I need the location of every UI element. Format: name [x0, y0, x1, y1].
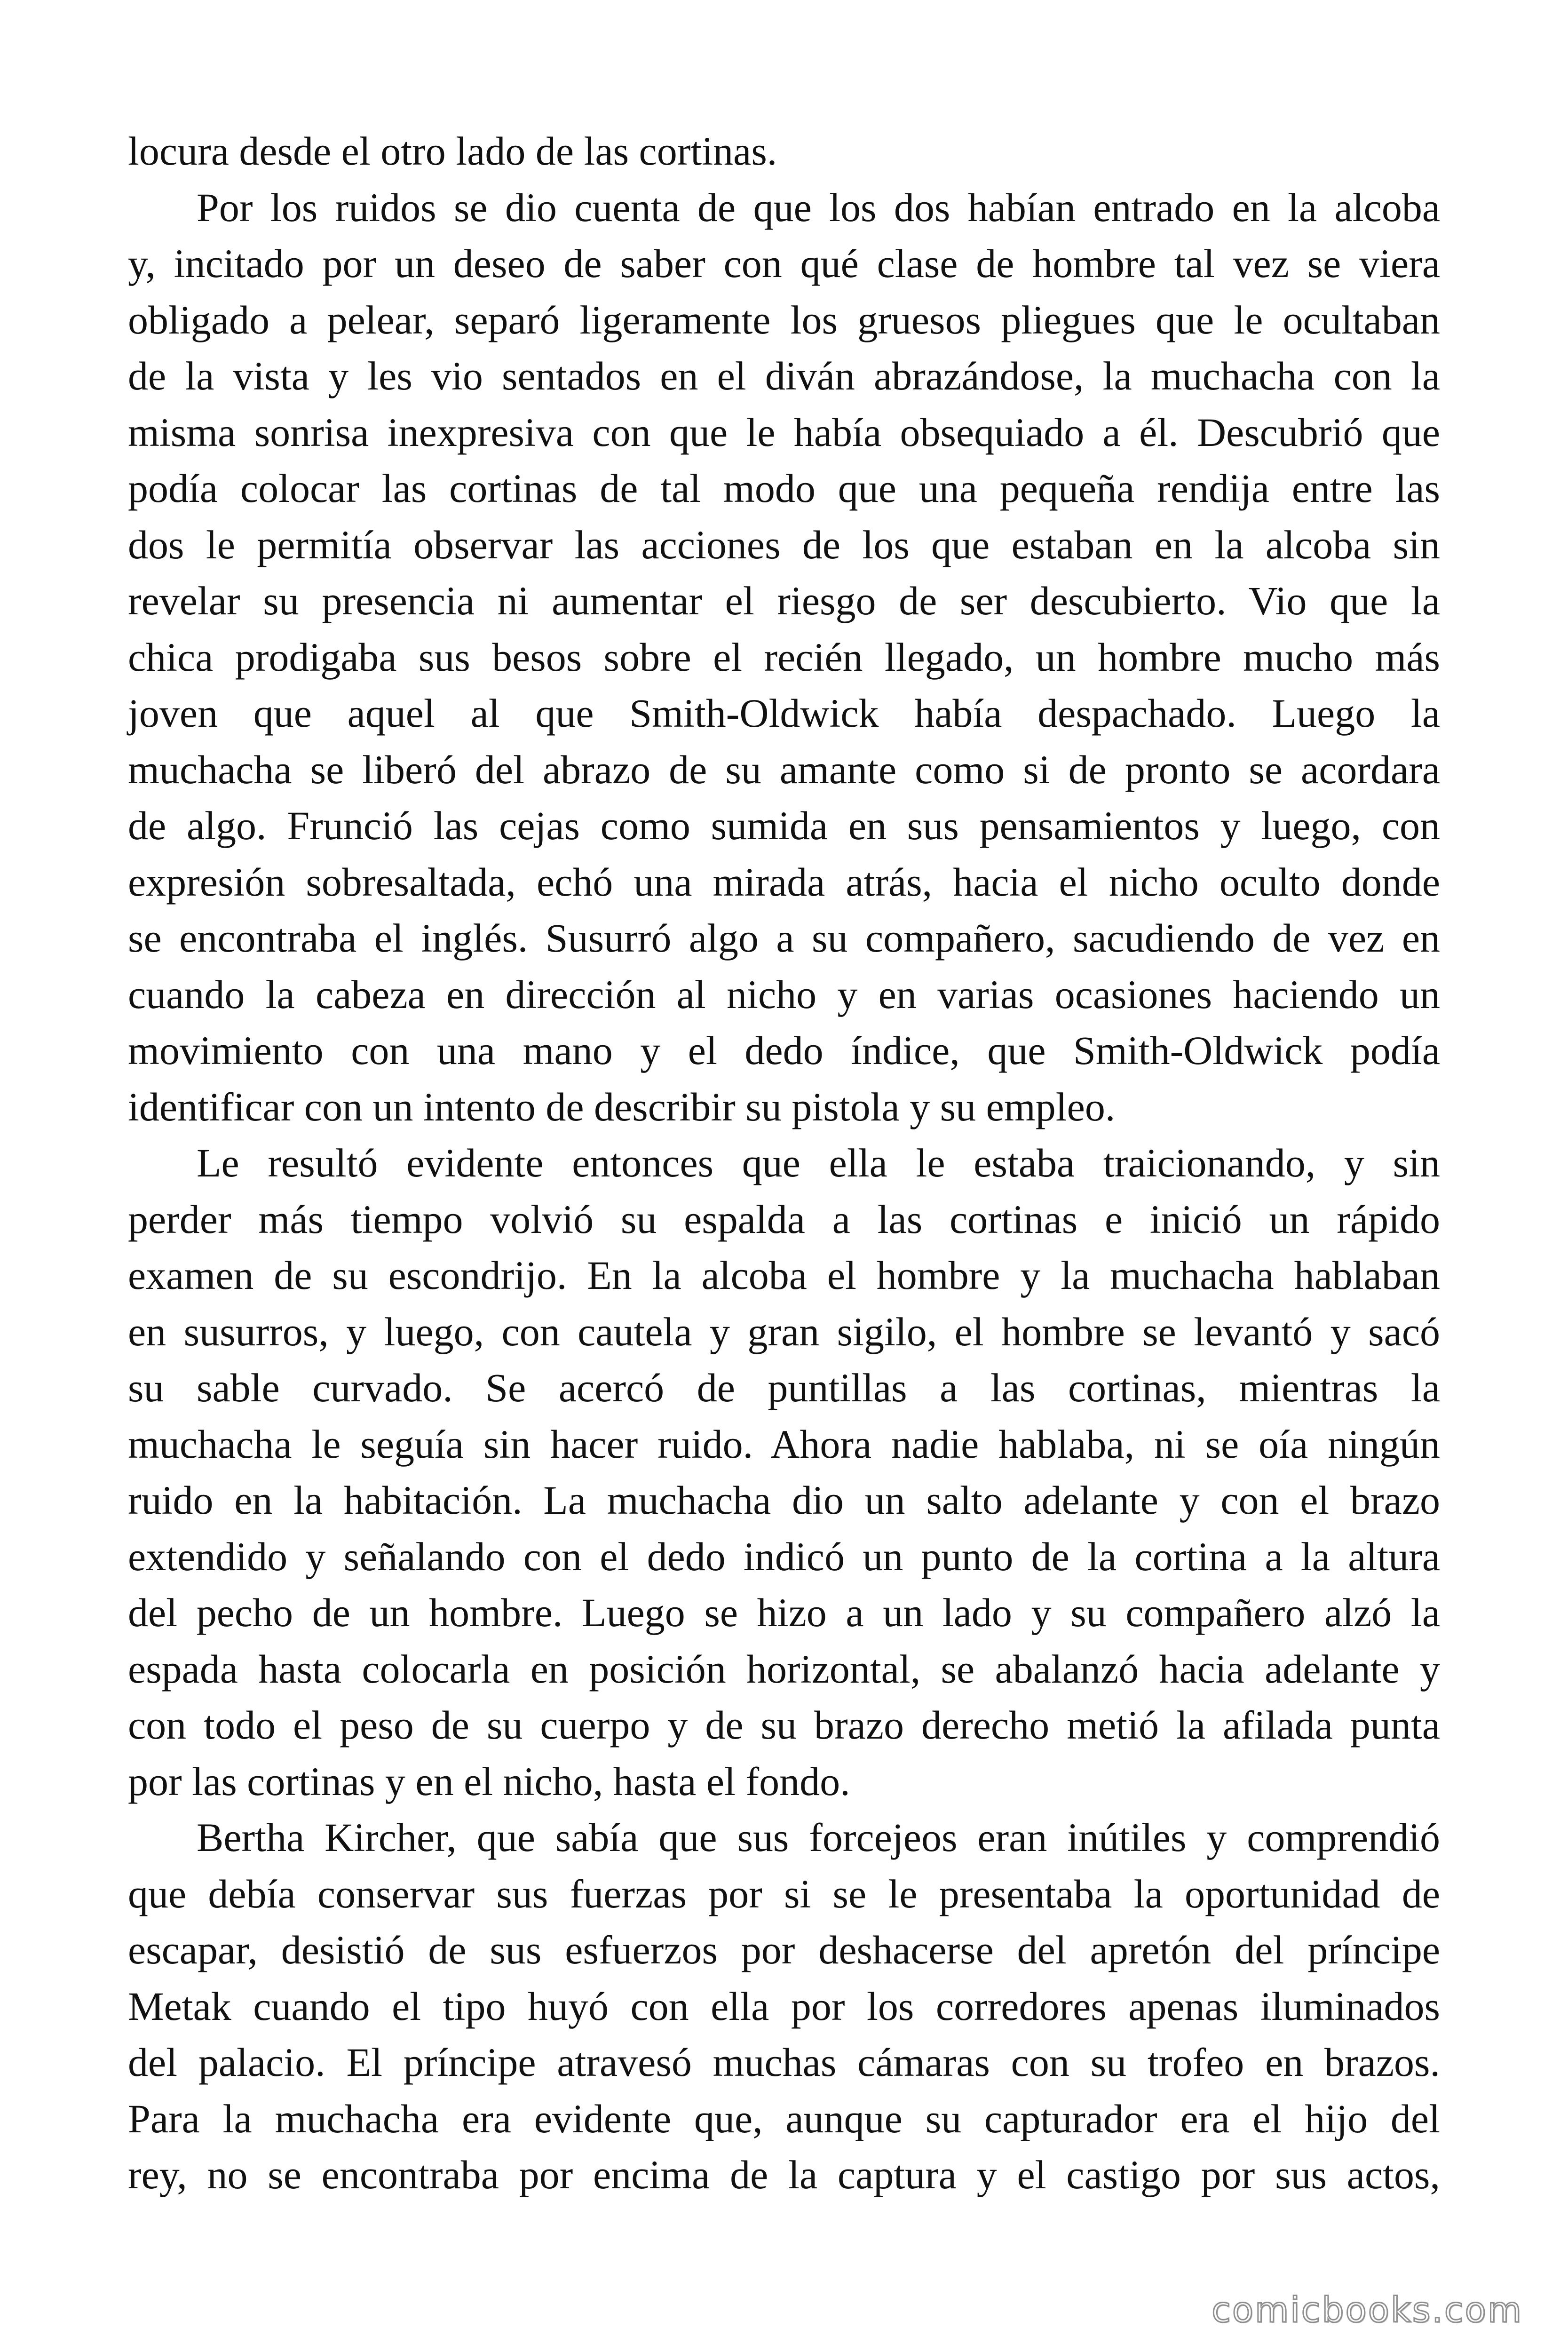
text-line: perder más tiempo volvió su espalda a las cortinas e inició un rápido	[128, 1196, 1440, 1242]
text-line: escapar, desistió de sus esfuerzos por deshacerse del apretón del príncipe	[128, 1927, 1440, 1972]
text-line: Le resultó evidente entonces que ella le estaba traicionando, y sin	[197, 1140, 1440, 1185]
body-text	[128, 123, 1440, 2203]
text-line: del palacio. El príncipe atravesó muchas cámaras con su trofeo en brazos.	[128, 2040, 1440, 2085]
text-line: muchacha le seguía sin hacer ruido. Ahora nadie hablaba, ni se oía ningún	[128, 1421, 1440, 1467]
text-line: de la vista y les vio sentados en el diván abrazándose, la muchacha con la	[128, 353, 1440, 398]
text-line: se encontraba el inglés. Susurró algo a su compañero, sacudiendo de vez en	[128, 915, 1440, 961]
text-line: misma sonrisa inexpresiva con que le había obsequiado a él. Descubrió que	[128, 409, 1440, 455]
paragraph	[128, 180, 1440, 1136]
text-line: identificar con un intento de describir su pistola y su empleo.	[128, 1084, 1116, 1129]
text-line: que debía conservar sus fuerzas por si se le presentaba la oportunidad de	[128, 1871, 1440, 1916]
paragraph	[128, 1810, 1440, 2203]
text-line: con todo el peso de su cuerpo y de su brazo derecho metió la afilada punta	[128, 1702, 1440, 1748]
text-line: obligado a pelear, separó ligeramente los gruesos pliegues que le ocultaban	[128, 297, 1440, 342]
text-line: joven que aquel al que Smith-Oldwick había despachado. Luego la	[128, 691, 1440, 736]
text-line: en susurros, y luego, con cautela y gran sigilo, el hombre se levantó y sacó	[128, 1309, 1440, 1354]
text-line: dos le permitía observar las acciones de los que estaban en la alcoba sin	[128, 522, 1440, 567]
paragraph	[128, 1135, 1440, 1810]
text-line: chica prodigaba sus besos sobre el recién llegado, un hombre mucho más	[128, 634, 1440, 680]
paragraph	[128, 123, 1440, 180]
text-line: cuando la cabeza en dirección al nicho y en varias ocasiones haciendo un	[128, 971, 1440, 1017]
text-line: extendido y señalando con el dedo indicó un punto de la cortina a la altura	[128, 1534, 1440, 1579]
text-line: examen de su escondrijo. En la alcoba el hombre y la muchacha hablaban	[128, 1253, 1440, 1298]
text-line: Por los ruidos se dio cuenta de que los dos habían entrado en la alcoba	[197, 184, 1440, 230]
text-line: locura desde el otro lado de las cortinas.	[128, 128, 777, 174]
text-line: Bertha Kircher, que sabía que sus forcejeos eran inútiles y comprendió	[197, 1815, 1440, 1860]
text-line: por las cortinas y en el nicho, hasta el fondo.	[128, 1758, 850, 1804]
text-line: ruido en la habitación. La muchacha dio un salto adelante y con el brazo	[128, 1478, 1440, 1523]
text-line: su sable curvado. Se acercó de puntillas a las cortinas, mientras la	[128, 1365, 1440, 1410]
text-line: muchacha se liberó del abrazo de su amante como si de pronto se acordara	[128, 747, 1440, 792]
text-line: espada hasta colocarla en posición horizontal, se abalanzó hacia adelante y	[128, 1646, 1440, 1692]
text-line: de algo. Frunció las cejas como sumida en sus pensamientos y luego, con	[128, 803, 1440, 848]
text-line: expresión sobresaltada, echó una mirada atrás, hacia el nicho oculto donde	[128, 859, 1440, 905]
text-line: Metak cuando el tipo huyó con ella por los corredores apenas iluminados	[128, 1983, 1440, 2029]
watermark-logo: comicbooks.com	[1212, 2290, 1523, 2330]
text-line: y, incitado por un deseo de saber con qué clase de hombre tal vez se viera	[128, 241, 1440, 286]
text-line: del pecho de un hombre. Luego se hizo a un lado y su compañero alzó la	[128, 1590, 1440, 1635]
text-line: Para la muchacha era evidente que, aunque su capturador era el hijo del	[128, 2096, 1440, 2141]
text-line: rey, no se encontraba por encima de la captura y el castigo por sus actos,	[128, 2152, 1440, 2197]
text-line: revelar su presencia ni aumentar el riesgo de ser descubierto. Vio que la	[128, 578, 1440, 623]
text-line: movimiento con una mano y el dedo índice, que Smith-Oldwick podía	[128, 1028, 1440, 1073]
text-line: podía colocar las cortinas de tal modo que una pequeña rendija entre las	[128, 466, 1440, 511]
